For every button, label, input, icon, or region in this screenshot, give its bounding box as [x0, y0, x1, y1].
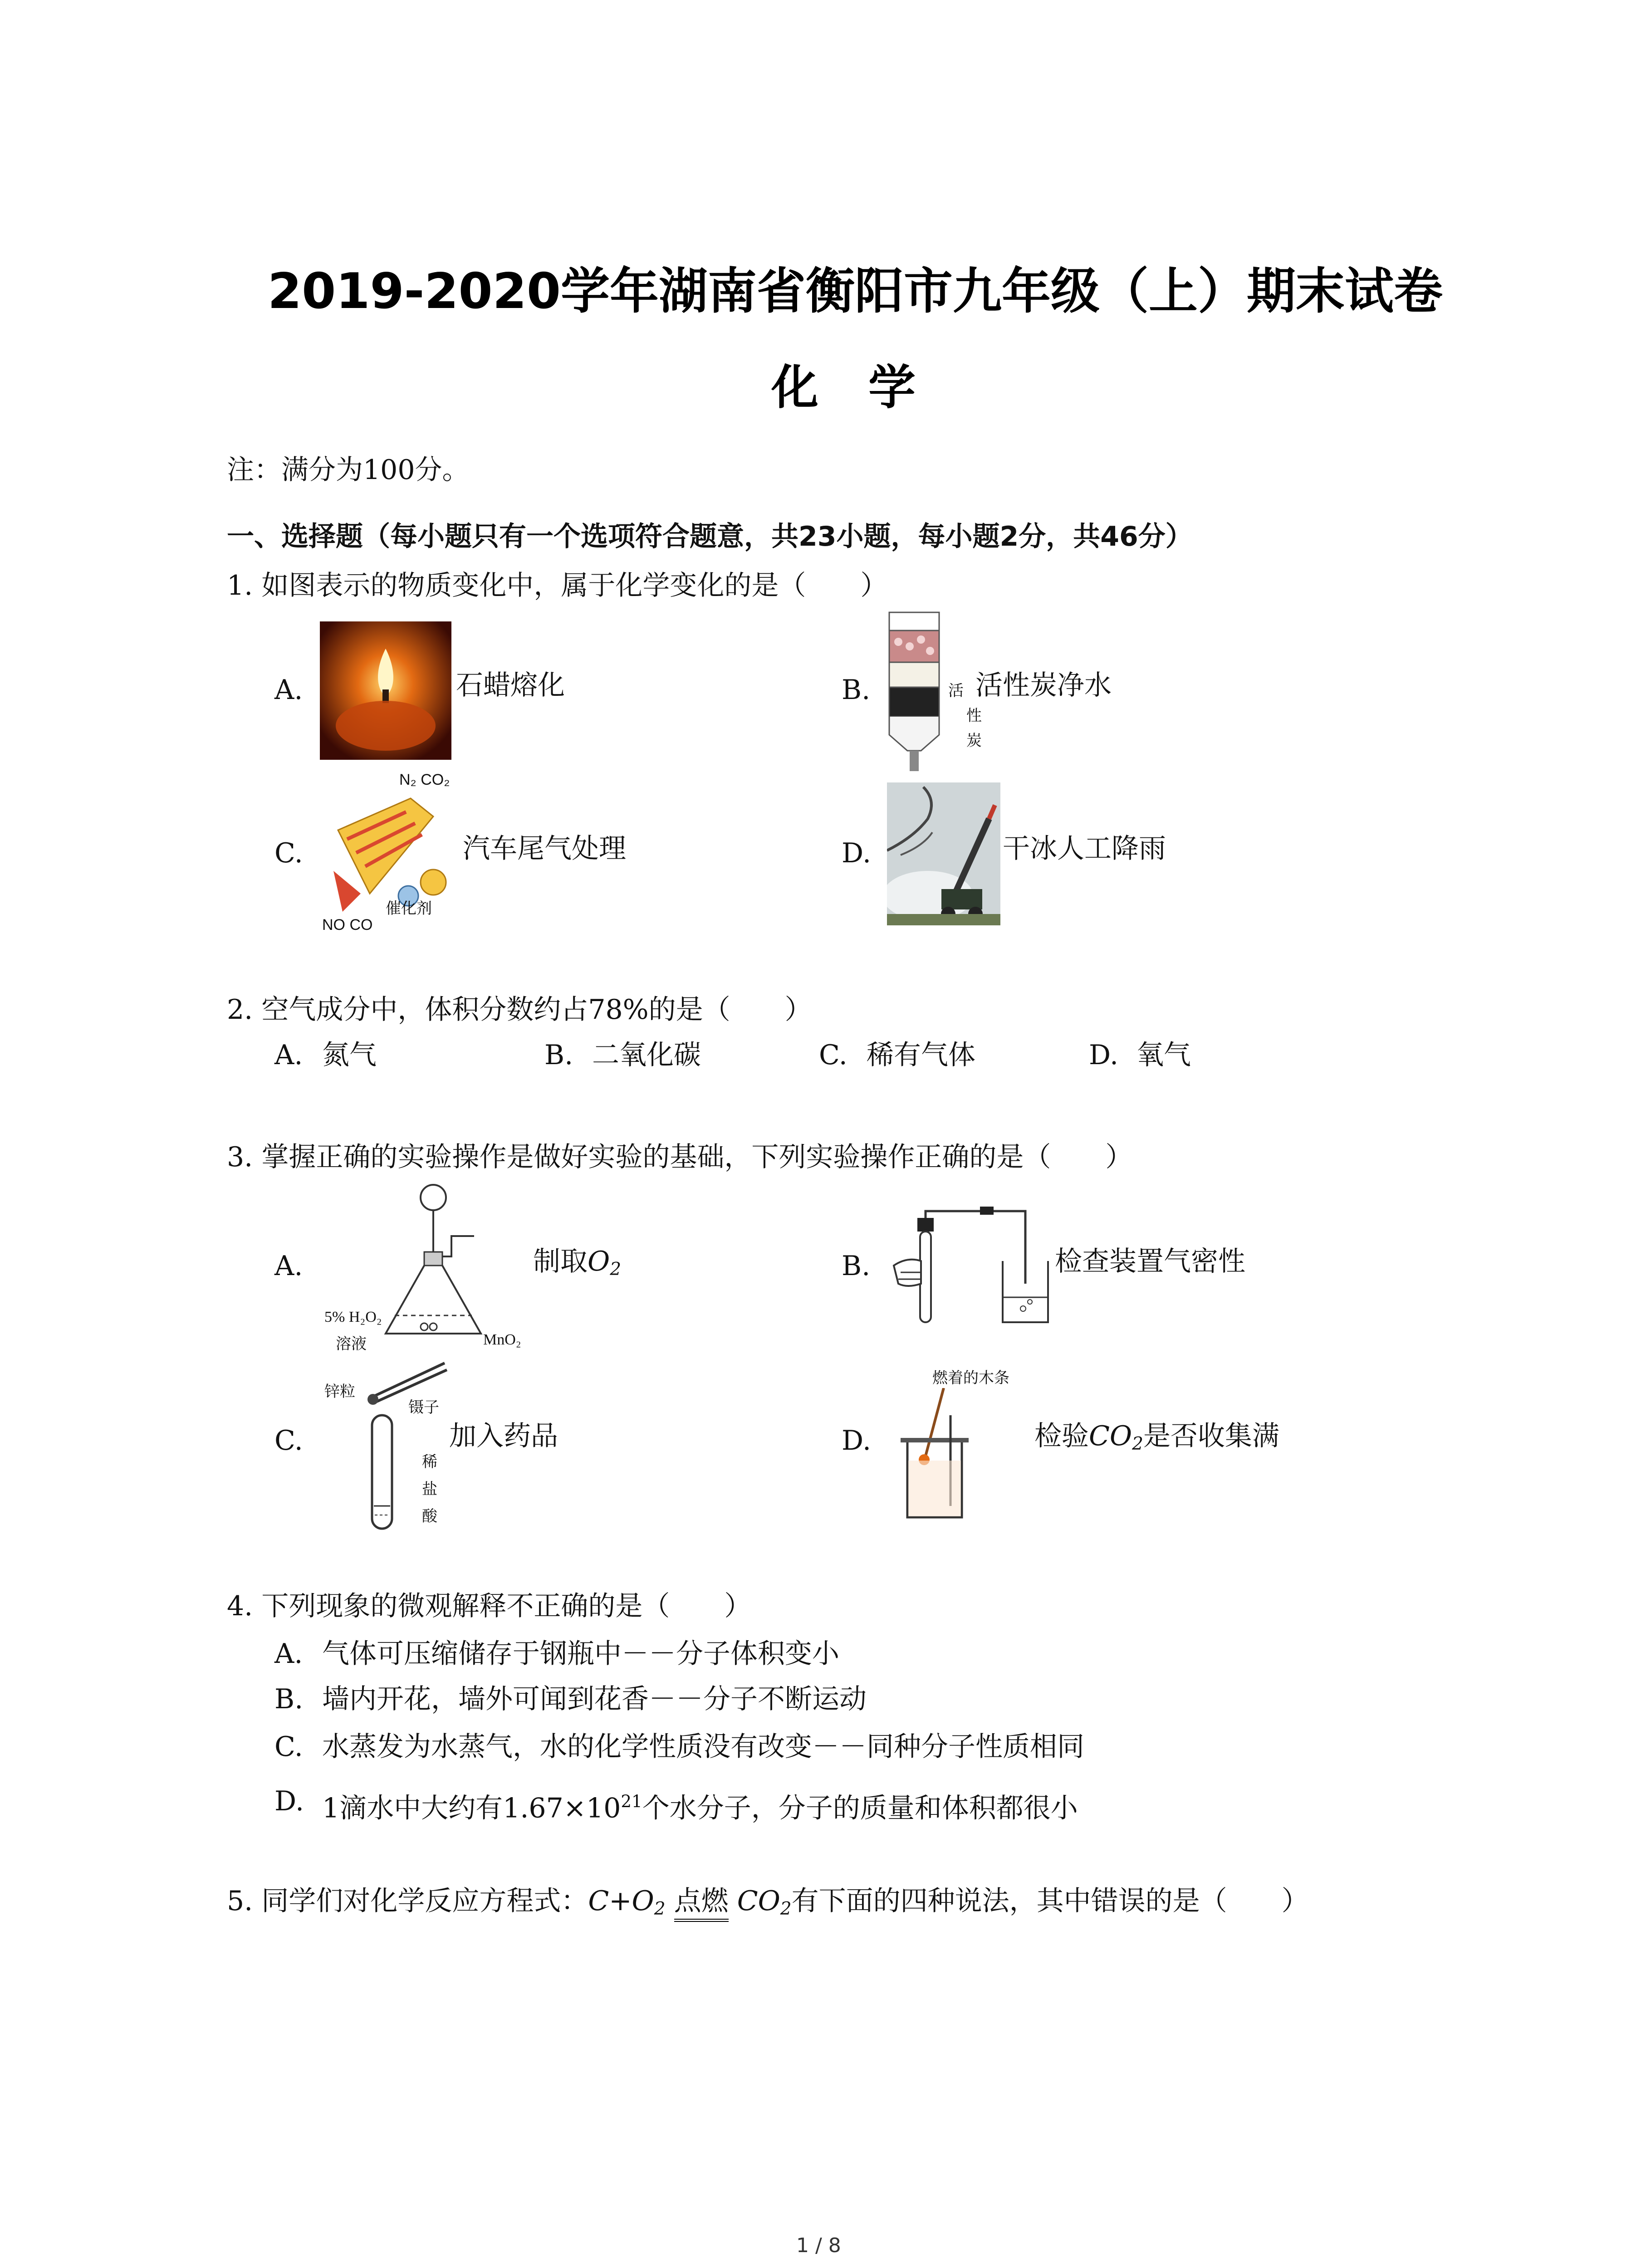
q4-option-a-text: 气体可压缩储存于钢瓶中－－分子体积变小 — [322, 1638, 839, 1670]
q3-d-text-post: 是否收集满 — [1143, 1420, 1279, 1452]
fig-a-mno2-label: MnO₂ — [483, 1331, 521, 1348]
candle-image — [320, 621, 451, 760]
fig-b-label-1: 活 — [948, 682, 964, 700]
q2-option-a-letter: A. — [274, 1039, 303, 1071]
co2-full-check-apparatus — [892, 1388, 982, 1520]
q2-option-c-text: 稀有气体 — [867, 1039, 975, 1071]
q5-equation-right: $CO_2$ — [737, 1885, 792, 1919]
score-note: 注：满分为100分。 — [227, 454, 470, 486]
q1-option-d-text: 干冰人工降雨 — [1003, 833, 1166, 865]
fig-c-acid-label-2: 盐 — [422, 1480, 437, 1498]
q3-option-a-text — [533, 1245, 621, 1286]
q3-option-d-letter: D. — [842, 1425, 872, 1457]
q2-option-d-letter: D. — [1089, 1039, 1119, 1071]
fig-c-bottom-label: NO CO — [322, 916, 373, 934]
q4-option-c-letter: C. — [274, 1731, 303, 1763]
fig-a-solution-label: 溶液 — [336, 1335, 367, 1353]
q3-d-text-pre: 检验 — [1034, 1420, 1089, 1452]
fig-d-stick-label: 燃着的木条 — [932, 1369, 1009, 1387]
section-heading: 一、选择题（每小题只有一个选项符合题意，共23小题，每小题2分，共46分） — [227, 521, 1193, 552]
q1-option-c-text: 汽车尾气处理 — [463, 833, 626, 865]
question-1-stem: 1. 如图表示的物质变化中，属于化学变化的是（ ） — [227, 570, 888, 601]
q3-option-b-text: 检查装置气密性 — [1055, 1246, 1245, 1277]
q1-option-a-text: 石蜡熔化 — [456, 670, 565, 701]
fig-c-tweezer-label: 镊子 — [408, 1398, 439, 1417]
fig-c-catalyst-label: 催化剂 — [386, 899, 432, 918]
q1-option-a-letter: A. — [274, 674, 303, 706]
q5-equation-left: $C+O_2$ — [588, 1885, 666, 1919]
fig-b-label-3: 炭 — [966, 732, 982, 750]
fig-c-top-label: N₂ CO₂ — [399, 771, 450, 788]
q4-option-b-text: 墙内开花，墙外可闻到花香－－分子不断运动 — [322, 1683, 867, 1715]
q4-option-d-text: 1滴水中大约有$1.67\times 10^{21}$个水分子，分子的质量和体积都很小 — [322, 1791, 1078, 1824]
q4-option-b-letter: B. — [274, 1683, 304, 1715]
question-5-stem: 5. 同学们对化学反应方程式：$C+O_2$ 点燃 $CO_2$有下面的四种说法，其中错误的是（ ） — [227, 1885, 1309, 1926]
q3-option-d-text — [1034, 1420, 1279, 1461]
q2-option-b-text: 二氧化碳 — [592, 1039, 701, 1071]
q1-option-b-letter: B. — [842, 674, 871, 706]
fig-c-acid-label-1: 稀 — [422, 1453, 437, 1471]
q3-option-a-letter: A. — [274, 1250, 303, 1282]
fig-a-h2o2-label: 5% H₂O₂ — [324, 1309, 382, 1325]
q2-option-d-text: 氧气 — [1136, 1039, 1191, 1071]
q2-option-b-letter: B. — [544, 1039, 573, 1071]
fig-c-acid-label-3: 酸 — [422, 1507, 437, 1525]
q4-option-c-text: 水蒸发为水蒸气，水的化学性质没有改变－－同种分子性质相同 — [322, 1731, 1084, 1763]
q2-option-c-letter: C. — [819, 1039, 847, 1071]
q3-option-c-text: 加入药品 — [449, 1420, 558, 1452]
q3-option-c-letter: C. — [274, 1425, 303, 1457]
airtightness-check-apparatus — [889, 1207, 1062, 1329]
q1-option-c-letter: C. — [274, 837, 303, 869]
q1-option-d-letter: D. — [842, 837, 872, 869]
fig-c-zinc-label: 锌粒 — [324, 1383, 355, 1401]
q5-reaction-condition: 点燃 — [674, 1885, 729, 1922]
page-subtitle: 化学 — [771, 360, 966, 415]
q3-a-formula: $O_2$ — [588, 1246, 622, 1280]
q4-option-d-letter: D. — [274, 1785, 304, 1817]
q3-option-b-letter: B. — [842, 1250, 871, 1282]
question-4-stem: 4. 下列现象的微观解释不正确的是（ ） — [227, 1590, 752, 1622]
q1-option-b-text: 活性炭净水 — [975, 670, 1112, 701]
question-3-stem: 3. 掌握正确的实验操作是做好实验的基础，下列实验操作正确的是（ ） — [227, 1141, 1133, 1173]
fig-b-label-2: 性 — [966, 707, 982, 725]
activated-carbon-filter-image — [885, 610, 944, 773]
add-reagent-apparatus — [363, 1361, 463, 1533]
artificial-rain-image — [887, 782, 1000, 925]
page-title: 2019-2020学年湖南省衡阳市九年级（上）期末试卷 — [268, 263, 1443, 320]
question-2-stem: 2. 空气成分中，体积分数约占78%的是（ ） — [227, 994, 812, 1026]
q3-a-text-pre: 制取 — [533, 1246, 588, 1277]
q3-d-formula: $CO_2$ — [1089, 1420, 1143, 1454]
q2-option-a-text: 氮气 — [322, 1039, 377, 1071]
page-number: 1 / 8 — [796, 2234, 841, 2257]
q4-option-a-letter: A. — [274, 1638, 303, 1670]
